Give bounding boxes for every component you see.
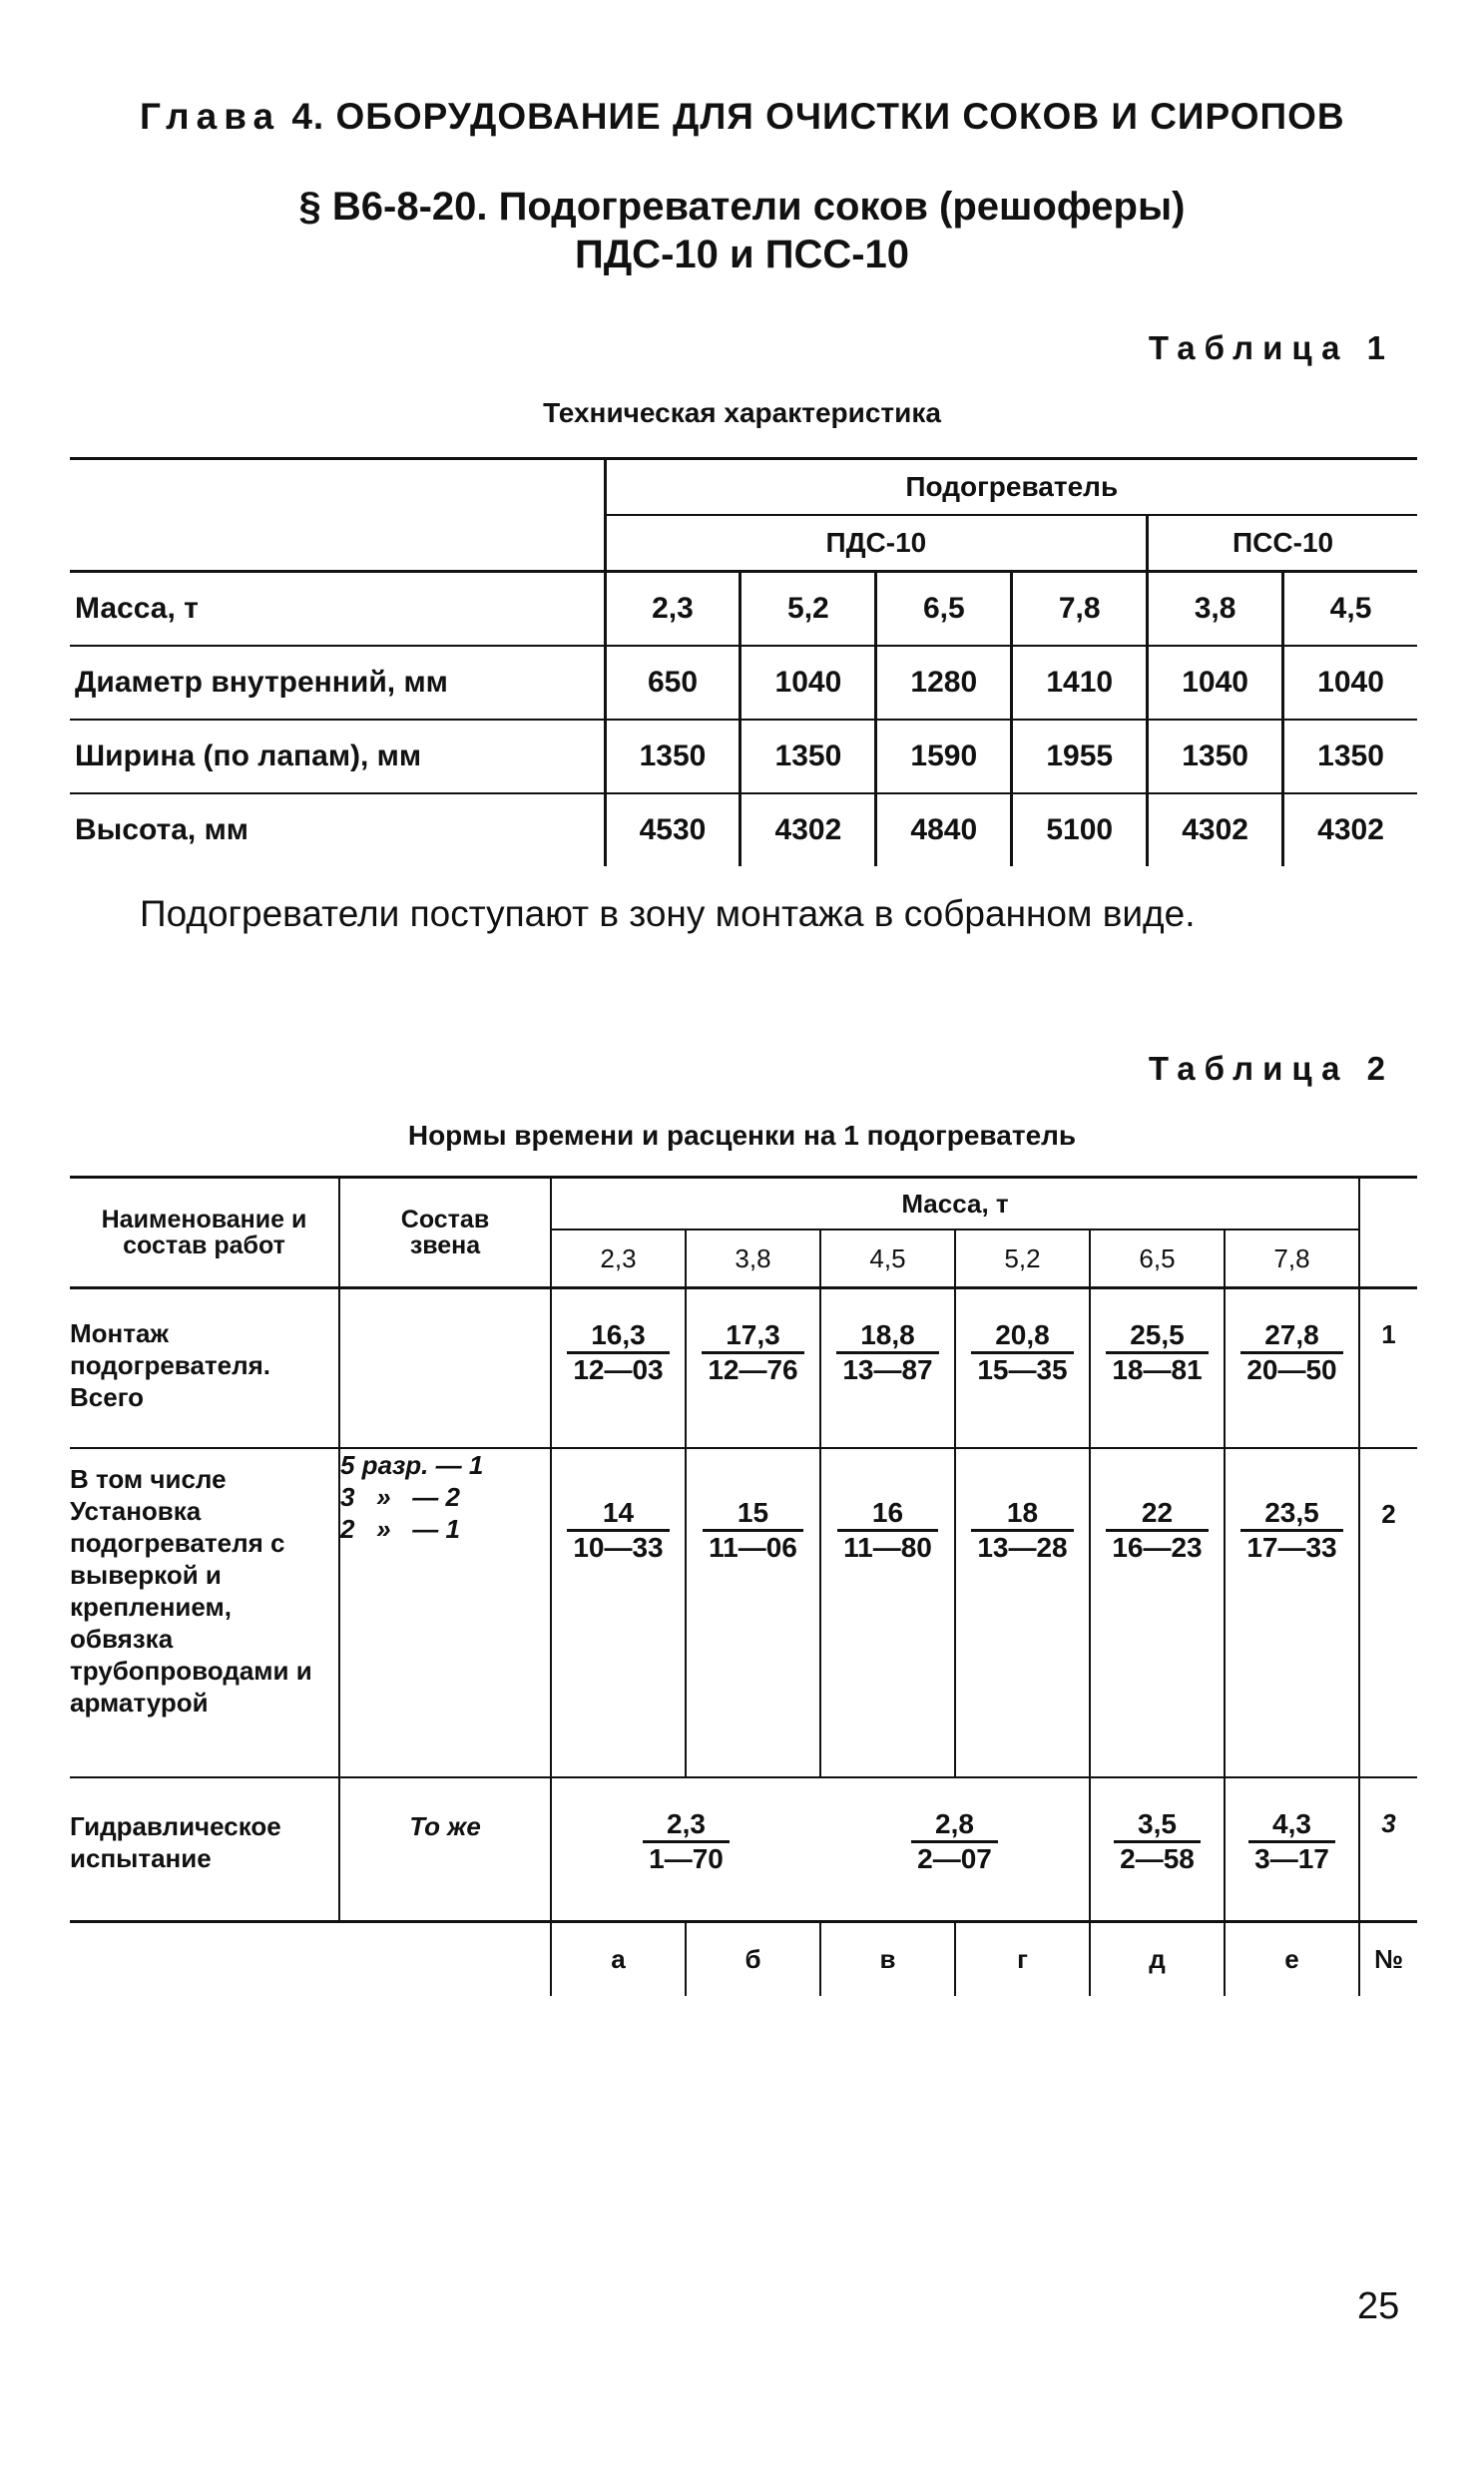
price: 2—58 <box>1120 1842 1195 1874</box>
rate-cell <box>551 1448 686 1777</box>
blank <box>339 1922 551 1996</box>
assembly-note: Подогреватели поступают в зону монтажа в собранном виде. <box>140 893 1196 934</box>
mass-value: 6,5 <box>1090 1230 1225 1288</box>
rate-cell <box>686 1288 820 1448</box>
cell: 1040 <box>1148 646 1283 720</box>
table2-label: Таблица 2 <box>1148 1050 1394 1087</box>
price: 13—28 <box>977 1531 1068 1563</box>
column-letter-row <box>70 1922 1417 1996</box>
work-name: Монтаж подогревателя. Всего <box>70 1318 271 1412</box>
price: 11—80 <box>843 1531 932 1563</box>
price: 15—35 <box>977 1354 1068 1385</box>
row-label: Диаметр внутренний, мм <box>70 646 605 720</box>
crew-line: 5 разр. — 1 <box>340 1449 484 1480</box>
mass-value: 2,3 <box>551 1230 686 1288</box>
row-label: Высота, мм <box>70 793 605 866</box>
header-crew: Состав звена <box>339 1178 551 1288</box>
time-norms-table <box>70 1176 1417 1996</box>
crew-composition <box>339 1448 551 1777</box>
rate-cell <box>551 1777 820 1922</box>
table-row <box>70 1448 1417 1777</box>
price: 18—81 <box>1112 1354 1203 1385</box>
table-row <box>70 1777 1417 1922</box>
table1-subgroup-pss: ПСС-10 <box>1148 515 1417 572</box>
price: 12—03 <box>573 1354 664 1385</box>
table1-subgroup-pds: ПДС-10 <box>605 515 1148 572</box>
norm: 22 <box>1106 1497 1208 1532</box>
mass-value: 4,5 <box>820 1230 955 1288</box>
rate-cell <box>820 1777 1090 1922</box>
cell: 5100 <box>1012 793 1148 866</box>
cell: 4302 <box>1148 793 1283 866</box>
price: 12—76 <box>708 1354 798 1385</box>
norm: 20,8 <box>971 1319 1073 1354</box>
rate-cell <box>1225 1777 1359 1922</box>
table1-label: Таблица 1 <box>1148 329 1394 366</box>
table-row <box>70 1288 1417 1448</box>
chapter-title: 4. ОБОРУДОВАНИЕ ДЛЯ ОЧИСТКИ СОКОВ И СИРОПОВ <box>291 96 1345 137</box>
price: 2—07 <box>917 1842 992 1874</box>
cell: 1040 <box>741 646 876 720</box>
cell: 7,8 <box>1012 572 1148 647</box>
rate-cell <box>1090 1448 1225 1777</box>
work-name: В том числе Установка подогревателя с выверкой и креплением, обвязка трубопроводами и арматурой <box>70 1463 312 1718</box>
cell: 1280 <box>876 646 1012 720</box>
table2-caption: Нормы времени и расценки на 1 подогреватель <box>407 1120 1077 1151</box>
rate-cell <box>820 1448 955 1777</box>
norm: 27,8 <box>1240 1319 1342 1354</box>
table1-blank-header <box>70 459 605 572</box>
cell: 4,5 <box>1283 572 1417 647</box>
number-label: № <box>1359 1922 1417 1996</box>
table-row <box>70 793 1417 866</box>
norm: 17,3 <box>702 1319 803 1354</box>
header-num-blank <box>1359 1178 1417 1288</box>
table-row <box>70 646 1417 720</box>
section-title-line1: § В6-8-20. Подогреватели соков (решоферы) <box>298 185 1186 229</box>
cell: 1955 <box>1012 720 1148 793</box>
column-letter: г <box>955 1922 1090 1996</box>
mass-value: 5,2 <box>955 1230 1090 1288</box>
cell: 1350 <box>1148 720 1283 793</box>
cell: 1350 <box>1283 720 1417 793</box>
row-label: Масса, т <box>70 572 605 647</box>
cell: 1410 <box>1012 646 1148 720</box>
column-letter: е <box>1225 1922 1359 1996</box>
rate-cell <box>686 1448 820 1777</box>
chapter-heading <box>140 96 1345 138</box>
cell: 650 <box>605 646 741 720</box>
table-row <box>70 572 1417 647</box>
table-row <box>70 720 1417 793</box>
blank <box>70 1922 339 1996</box>
price: 13—87 <box>842 1354 933 1385</box>
norm: 2,8 <box>911 1808 998 1843</box>
column-letter: б <box>686 1922 820 1996</box>
norm: 16 <box>837 1497 938 1532</box>
rate-cell <box>551 1288 686 1448</box>
price: 17—33 <box>1246 1531 1337 1563</box>
cell: 1350 <box>741 720 876 793</box>
header-work: Наименование и состав работ <box>101 1206 307 1259</box>
price: 10—33 <box>573 1531 664 1563</box>
section-title-line2: ПДС-10 и ПСС-10 <box>574 233 910 276</box>
row-number: 3 <box>1359 1777 1417 1922</box>
cell: 1350 <box>605 720 741 793</box>
rate-cell <box>1225 1448 1359 1777</box>
norm: 14 <box>567 1497 669 1532</box>
price: 16—23 <box>1112 1531 1203 1563</box>
tech-spec-table <box>70 457 1417 866</box>
page-number: 25 <box>1357 2285 1400 2327</box>
rate-cell <box>1225 1288 1359 1448</box>
work-name: Гидравлическое испытание <box>70 1810 281 1873</box>
crew-composition: То же <box>339 1777 551 1922</box>
rate-cell <box>955 1448 1090 1777</box>
norm: 15 <box>703 1497 803 1532</box>
cell: 4840 <box>876 793 1012 866</box>
norm: 3,5 <box>1114 1808 1201 1843</box>
norm: 23,5 <box>1240 1497 1342 1532</box>
norm: 16,3 <box>567 1319 669 1354</box>
cell: 3,8 <box>1148 572 1283 647</box>
mass-value: 7,8 <box>1225 1230 1359 1288</box>
cell: 4530 <box>605 793 741 866</box>
crew-line: 2 » — 1 <box>340 1513 460 1544</box>
crew-line: 3 » — 2 <box>340 1481 460 1512</box>
rate-cell <box>820 1288 955 1448</box>
header-mass: Масса, т <box>551 1178 1359 1231</box>
rate-cell <box>1090 1288 1225 1448</box>
norm: 18 <box>971 1497 1073 1532</box>
crew-empty <box>339 1288 551 1448</box>
table1-group-header: Подогреватель <box>605 459 1417 516</box>
cell: 4302 <box>1283 793 1417 866</box>
cell: 1040 <box>1283 646 1417 720</box>
column-letter: а <box>551 1922 686 1996</box>
norm: 2,3 <box>643 1808 730 1843</box>
row-number: 1 <box>1359 1288 1417 1448</box>
row-label: Ширина (по лапам), мм <box>70 720 605 793</box>
rate-cell <box>955 1288 1090 1448</box>
cell: 4302 <box>741 793 876 866</box>
column-letter: в <box>820 1922 955 1996</box>
price: 1—70 <box>649 1842 724 1874</box>
cell: 2,3 <box>605 572 741 647</box>
norm: 18,8 <box>836 1319 938 1354</box>
cell: 6,5 <box>876 572 1012 647</box>
price: 11—06 <box>709 1531 797 1563</box>
rate-cell <box>1090 1777 1225 1922</box>
price: 3—17 <box>1254 1842 1329 1874</box>
price: 20—50 <box>1246 1354 1337 1385</box>
chapter-word: Глава <box>140 96 281 137</box>
row-number: 2 <box>1359 1448 1417 1777</box>
norm: 25,5 <box>1106 1319 1208 1354</box>
cell: 5,2 <box>741 572 876 647</box>
mass-value: 3,8 <box>686 1230 820 1288</box>
column-letter: д <box>1090 1922 1225 1996</box>
cell: 1590 <box>876 720 1012 793</box>
norm: 4,3 <box>1248 1808 1335 1843</box>
table1-caption: Техническая характеристика <box>543 397 941 428</box>
